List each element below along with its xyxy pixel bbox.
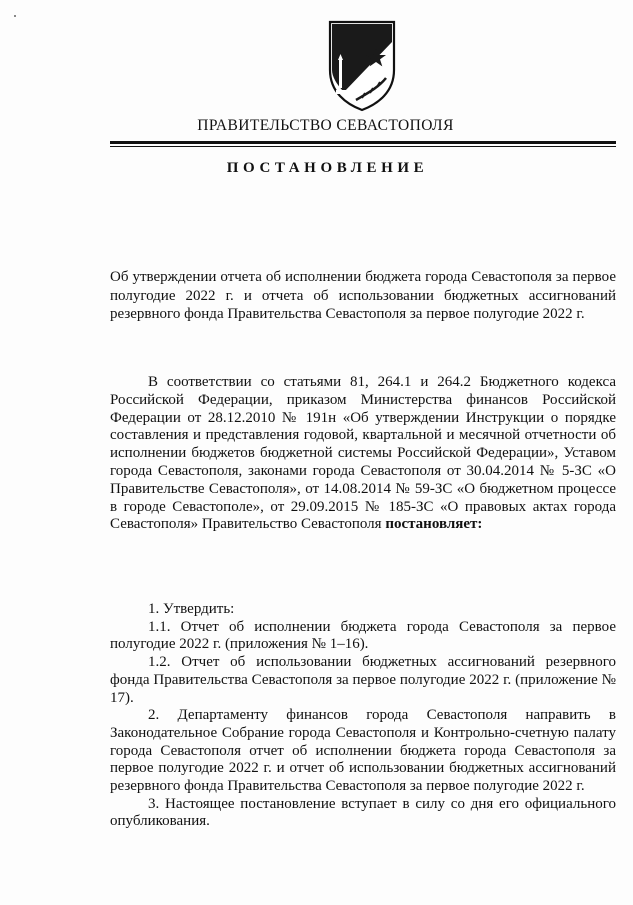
government-name: ПРАВИТЕЛЬСТВО СЕВАСТОПОЛЯ: [197, 117, 454, 134]
header-rule-thick: [110, 141, 616, 144]
document-type-heading: ПОСТАНОВЛЕНИЕ: [226, 160, 429, 176]
coat-of-arms-icon: [326, 20, 398, 112]
item-1-1: 1.1. Отчет об исполнении бюджета города Севастополя за первое полугодие 2022 г. (приложения № 1–16).: [110, 618, 616, 653]
item-3: 3. Настоящее постановление вступает в силу со дня его официального опубликования.: [110, 795, 616, 830]
preamble-text: В соответствии со статьями 81, 264.1 и 264.2 Бюджетного кодекса Российской Федерации, приказом Министерства финансов Российской Федерации от 28.12.2010 № 191н «Об утверждении Инструкции о порядке составления и представления годовой, квартальной и месячной отчетности об исполнении бюджетов бюджетной системы Российской Федерации», Уставом города Севастополя, законами города Севастополя от 30.04.2014 № 5-ЗС «О Правительстве Севастополя», от 14.08.2014 № 59-ЗС «О бюджетном процессе в городе Севастополе», от 29.09.2015 № 185-ЗС «О правовых актах города Севастополя» Правительство Севастополя: [110, 374, 616, 533]
preamble-verb: постановляет:: [385, 516, 483, 533]
document-title: Об утверждении отчета об исполнении бюджета города Севастополя за первое полугодие 2022 г. и отчета об использовании бюджетных ассигнований резервного фонда Правительства Севастополя за первое полугодие 2022 г.: [110, 269, 616, 323]
scan-speck: [14, 15, 16, 17]
header-rule-thin: [110, 146, 616, 147]
item-1-2: 1.2. Отчет об использовании бюджетных ассигнований резервного фонда Правительства Севастополя за первое полугодие 2022 г. (приложение № 17).: [110, 654, 616, 706]
preamble-paragraph: [110, 374, 616, 534]
item-1: 1. Утвердить:: [148, 601, 235, 617]
resolution-items: [110, 601, 616, 831]
item-2: 2. Департаменту финансов города Севастополя направить в Законодательное Собрание города Севастополя и Контрольно-счетную палату города Севастополя отчет об исполнении бюджета города Севастополя за первое полугодие 2022 г. и отчет об использовании бюджетных ассигнований резервного фонда Правительства Севастополя за первое полугодие 2022 г.: [110, 707, 616, 795]
